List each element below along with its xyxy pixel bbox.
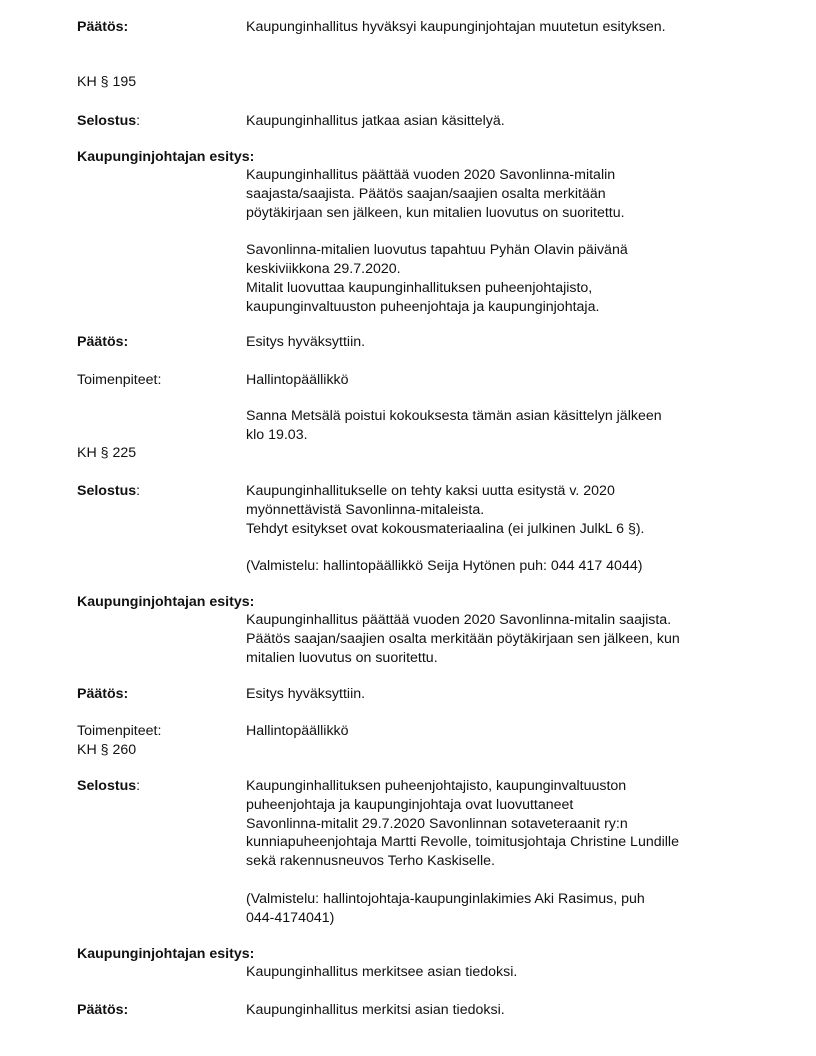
- esitys-text: Kaupunginhallitus päättää vuoden 2020 Savonlinna-mitalin saajasta/saajista. Päätös saajan/saajien osalta merkitään pöytäkirjaan sen jälkeen, kun mitalien luovutus on suoritettu. Savonlinna-mitalien luovutus tapahtuu Pyhän Olavin päivänä keskiviikkona 29.7.2020. Mitalit luovuttaa kaupunginhallituksen puheenjohtajisto, kaupunginvaltuuston puheenjohtaja ja kaupunginjohtaja.: [246, 167, 628, 315]
- section-ref: KH § 225: [77, 445, 137, 461]
- paatos-text: Esitys hyväksyttiin.: [246, 334, 366, 350]
- paatos-text: Kaupunginhallitus merkitsi asian tiedoksi.: [246, 1002, 505, 1018]
- selostus-label: Selostus:: [77, 483, 141, 499]
- toimenpiteet-text: Hallintopäällikkö: [246, 372, 349, 388]
- section-ref: KH § 260: [77, 742, 137, 758]
- esitys-text: Kaupunginhallitus päättää vuoden 2020 Savonlinna-mitalin saajista. Päätös saajan/saajien osalta merkitään pöytäkirjaan sen jälkeen, kun mitalien luovutus on suoritettu.: [246, 612, 680, 666]
- selostus-text: Kaupunginhallituksen puheenjohtajisto, kaupunginvaltuuston puheenjohtaja ja kaupunginjohtaja ovat luovuttaneet Savonlinna-mitalit 29.7.2020 Savonlinnan sotaveteraanit ry:n kunniapuheenjohtaja Martti Revolle, toimitusjohtaja Christine Lundille sekä rakennusneuvos Terho Kaskiselle. (Valmistelu: hallintojohtaja-kaupunginlakimies Aki Rasimus, puh 044-4174041): [246, 778, 679, 926]
- paatos-text: Esitys hyväksyttiin.: [246, 686, 366, 702]
- selostus-label: Selostus:: [77, 778, 141, 794]
- esitys-label: Kaupunginjohtajan esitys:: [77, 946, 255, 962]
- esitys-label: Kaupunginjohtajan esitys:: [77, 594, 255, 610]
- selostus-text: Kaupunginhallitukselle on tehty kaksi uutta esitystä v. 2020 myönnettävistä Savonlinna-mitaleista. Tehdyt esitykset ovat kokousmateriaalina (ei julkinen JulkL 6 §). (Valmistelu: hallintopäällikkö Seija Hytönen puh: 044 417 4044): [246, 483, 645, 575]
- meeting-note: Sanna Metsälä poistui kokouksesta tämän asian käsittelyn jälkeen klo 19.03.: [246, 408, 662, 443]
- paatos-text: Kaupunginhallitus hyväksyi kaupunginjohtajan muutetun esityksen.: [246, 19, 666, 35]
- toimenpiteet-text: Hallintopäällikkö: [246, 723, 349, 739]
- esitys-label: Kaupunginjohtajan esitys:: [77, 149, 255, 165]
- paatos-label: Päätös:: [77, 334, 129, 350]
- esitys-text: Kaupunginhallitus merkitsee asian tiedoksi.: [246, 964, 518, 980]
- section-ref: KH § 195: [77, 74, 137, 90]
- selostus-label: Selostus:: [77, 113, 141, 129]
- paatos-label: Päätös:: [77, 19, 129, 35]
- paatos-label: Päätös:: [77, 1002, 129, 1018]
- toimenpiteet-label: Toimenpiteet:: [77, 723, 162, 739]
- selostus-text: Kaupunginhallitus jatkaa asian käsittelyä.: [246, 113, 505, 129]
- paatos-label: Päätös:: [77, 686, 129, 702]
- toimenpiteet-label: Toimenpiteet:: [77, 372, 162, 388]
